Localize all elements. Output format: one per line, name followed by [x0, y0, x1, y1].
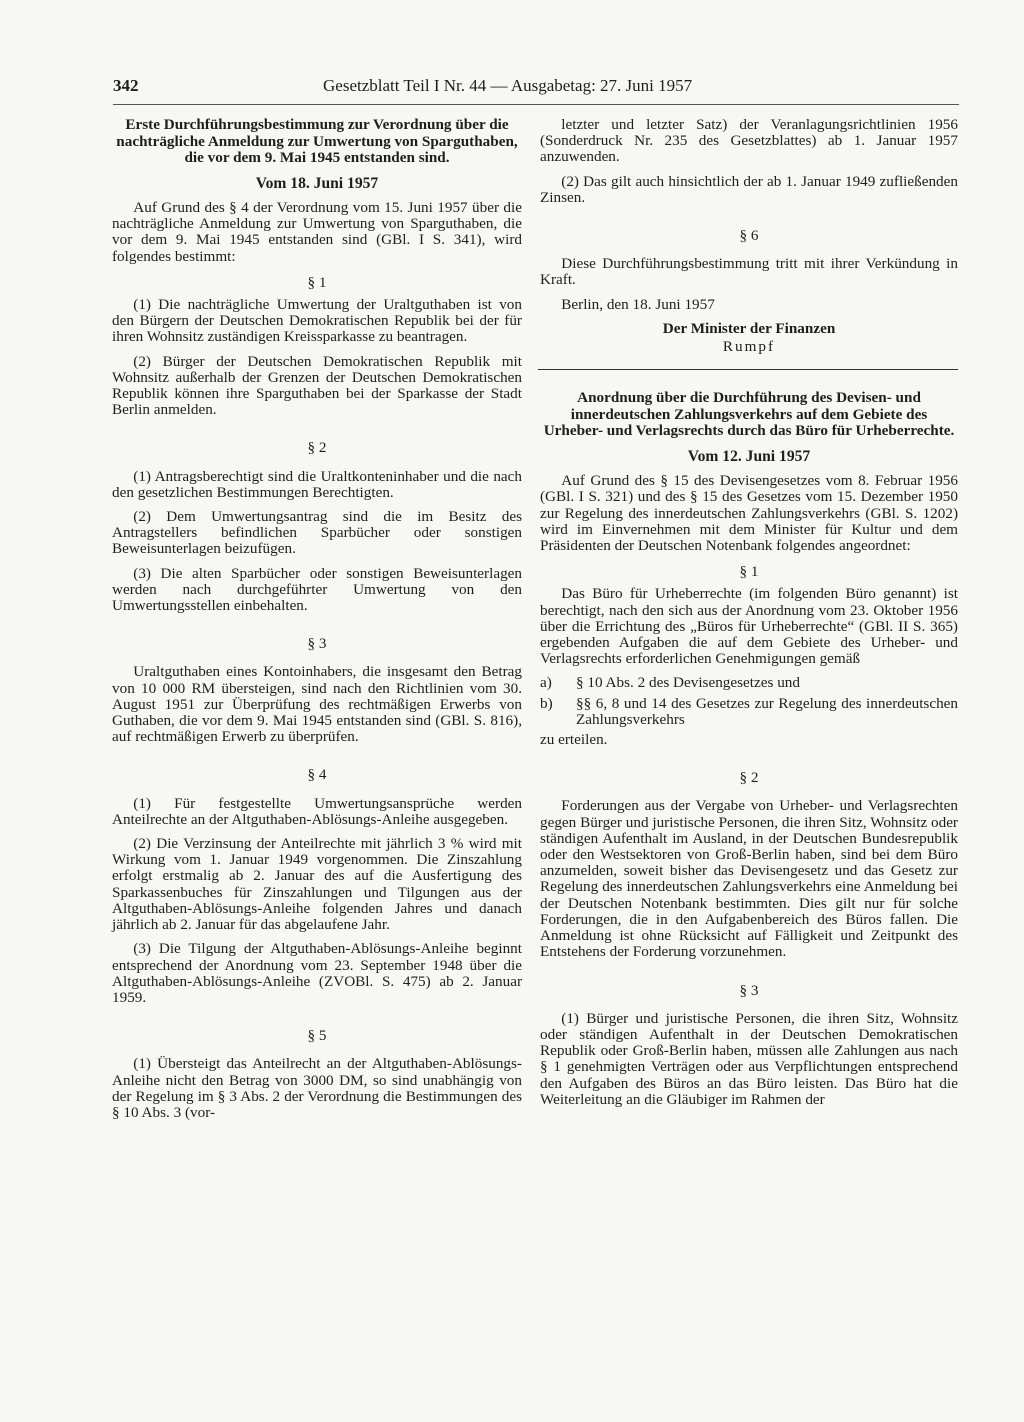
left-column: [112, 117, 522, 1129]
regulation-title: Erste Durchführungsbestimmung zur Verordnung über die nachträgliche Anmeldung zur Umwertung von Sparguthaben, die vor dem 9. Mai 1945 entstanden sind.: [116, 116, 518, 167]
list-item: [540, 675, 958, 691]
paragraph: (3) Die Tilgung der Altguthaben-Ablösungs-Anleihe beginnt entsprechend der Anordnung vom 23. September 1948 über die Altguthaben-Ablösungs-Anleihe (ZVOBl. S. 475) ab 2. Januar 1959.: [112, 940, 522, 1006]
list-item-label: a): [540, 674, 552, 692]
paragraph: Diese Durchführungsbestimmung tritt mit ihrer Verkündung in Kraft.: [540, 255, 958, 289]
paragraph: letzter und letzter Satz) der Veranlagungsrichtlinien 1956 (Sonderdruck Nr. 235 des Gesetzblattes) ab 1. Januar 1957 anzuwenden.: [540, 116, 958, 166]
paragraph: (1) Für festgestellte Umwertungsansprüche werden Anteilrechte an der Altguthaben-Ablösungs-Anleihe ausgegeben.: [112, 794, 522, 828]
section-heading: § 3: [739, 981, 759, 999]
section-heading: § 6: [739, 227, 759, 245]
paragraph: Das Büro für Urheberrechte (im folgenden Büro genannt) ist berechtigt, nach den sich aus der Anordnung vom 23. Oktober 1956 über die Errichtung des „Büros für Urheberrechte“ (GBl. II S. 365) ergebenden Aufgaben die auf dem Gebiete des Urheber- und Verlagsrechts erforderlichen Genehmigungen gemäß: [540, 585, 958, 668]
paragraph: (2) Die Verzinsung der Anteilrechte mit jährlich 3 % wird mit Wirkung vom 1. Januar 1949 vorgenommen. Die Zinszahlung erfolgt erstmalig ab 2. Januar des auf die Ausfertigung des Sparkassenbuches für Zinszahlungen und Tilgungen aus der Altguthaben-Ablösungs-Anleihe folgenden Jahres und danach jährlich ab 2. Januar für das abgelaufene Jahr.: [112, 835, 522, 934]
anordnung-date: Vom 12. Juni 1957: [687, 448, 811, 466]
section-divider: [538, 369, 958, 370]
section-heading: § 2: [739, 769, 759, 787]
paragraph: (1) Die nachträgliche Umwertung der Uraltguthaben ist von den Bürgern der Deutschen Demokratischen Republik bei der für ihren Wohnsitz zuständigen Kreissparkasse zu beantragen.: [112, 296, 522, 346]
paragraph: (1) Bürger und juristische Personen, die ihren Sitz, Wohnsitz oder ständigen Aufenthalt in der Deutschen Demokratischen Republik oder Groß-Berlin haben, müssen alle Zahlungen aus nach § 1 genehmigten Verträgen oder aus Verpflichtungen entsprechend den Aufgaben des Büros an das Büro leisten. Das Büro hat die Weiterleitung an die Gläubiger im Rahmen der: [540, 1009, 958, 1108]
right-column: [540, 117, 958, 1116]
paragraph: Uraltguthaben eines Kontoinhabers, die insgesamt den Betrag von 10 000 RM übersteigen, sind nach den Richtlinien vom 30. August 1951 zur Überprüfung des rechtmäßigen Erwerbs von Guthaben, die vor dem 9. Mai 1945 entstanden sind (GBl. S. 816), auf rechtmäßigen Erwerb zu überprüfen.: [112, 663, 522, 746]
section-heading: § 4: [307, 766, 327, 784]
paragraph: (2) Das gilt auch hinsichtlich der ab 1. Januar 1949 zufließenden Zinsen.: [540, 172, 958, 206]
list-item-label: b): [540, 694, 553, 712]
signer-name: Rumpf: [722, 338, 776, 356]
section-heading: § 3: [307, 635, 327, 653]
section-heading: § 1: [307, 273, 327, 291]
section-heading: § 5: [307, 1027, 327, 1045]
paragraph: (2) Dem Umwertungsantrag sind die im Besitz des Antragstellers befindlichen Sparbücher oder sonstigen Beweisunterlagen beizufügen.: [112, 508, 522, 558]
paragraph: (2) Bürger der Deutschen Demokratischen Republik mit Wohnsitz außerhalb der Grenzen der Deutschen Demokratischen Republik können ihre Sparguthaben bei der Sparkasse der Stadt Berlin anmelden.: [112, 352, 522, 419]
paragraph: Forderungen aus der Vergabe von Urheber- und Verlagsrechten gegen Bürger und juristische Personen, die ihren Sitz, Wohnsitz oder ständigen Aufenthalt im Ausland, in der Deutschen Bundesrepublik oder den Westsektoren von Groß-Berlin haben, sind bei dem Büro anzumelden, soweit bisher das Devisengesetz und das Gesetz zur Regelung des innerdeutschen Zahlungsverkehrs eine Anmeldung bei der Deutschen Notenbank bestimmten. Dies gilt nur für solche Forderungen, die in den Aufgabenbereich des Büros fallen. Die Anmeldung ist ohne Rücksicht auf Fälligkeit und Zeitpunkt des Entstehens der Forderung vorzunehmen.: [540, 797, 958, 961]
place-date: Berlin, den 18. Juni 1957: [561, 295, 715, 313]
paragraph: zu erteilen.: [540, 731, 608, 749]
section-heading: § 2: [307, 439, 327, 457]
anordnung-intro: Auf Grund des § 15 des Devisengesetzes vom 8. Februar 1956 (GBl. I S. 321) und des § 15 des Gesetzes vom 15. Dezember 1950 zur Regelung des innerdeutschen Zahlungsverkehrs (GBl. S. 1202) wird im Einvernehmen mit dem Minister für Kultur und dem Präsidenten der Deutschen Notenbank folgendes angeordnet:: [540, 472, 958, 555]
page-number: 342: [113, 76, 139, 95]
anordnung-title: Anordnung über die Durchführung des Devisen- und innerdeutschen Zahlungsverkehrs auf dem Gebiete des Urheber- und Verlagsrechts durch das Büro für Urheberrechte.: [543, 389, 955, 440]
list-item-text: §§ 6, 8 und 14 des Gesetzes zur Regelung des innerdeutschen Zahlungsverkehrs: [576, 694, 958, 728]
paragraph: (1) Antragsberechtigt sind die Uraltkonteninhaber und die nach den gesetzlichen Bestimmungen Berechtigten.: [112, 467, 522, 501]
paragraph: (3) Die alten Sparbücher oder sonstigen Beweisunterlagen werden nach durchgeführter Umwertung von den Umwertungsstellen einbehalten.: [112, 564, 522, 615]
section-heading: § 1: [739, 563, 759, 581]
page-header: [113, 76, 959, 102]
regulation-intro: Auf Grund des § 4 der Verordnung vom 15. Juni 1957 über die nachträgliche Anmeldung zur Umwertung von Sparguthaben, die vor dem 9. Mai 1945 entstanden sind (GBl. I S. 341), wird folgendes bestimmt:: [112, 198, 522, 265]
paragraph: (1) Übersteigt das Anteilrecht an der Altguthaben-Ablösungs-Anleihe nicht den Betrag von 3000 DM, so sind unabhängig von der Regelung im § 3 Abs. 2 der Verordnung die Bestimmungen des § 10 Abs. 3 (vor-: [112, 1055, 522, 1121]
list-item: [540, 696, 958, 728]
regulation-date: Vom 18. Juni 1957: [255, 174, 379, 192]
minister-title: Der Minister der Finanzen: [662, 319, 836, 337]
header-rule: [113, 104, 959, 105]
list-item-text: § 10 Abs. 2 des Devisengesetzes und: [576, 674, 800, 692]
gazette-header-title: Gesetzblatt Teil I Nr. 44 — Ausgabetag: 27. Juni 1957: [323, 76, 693, 95]
